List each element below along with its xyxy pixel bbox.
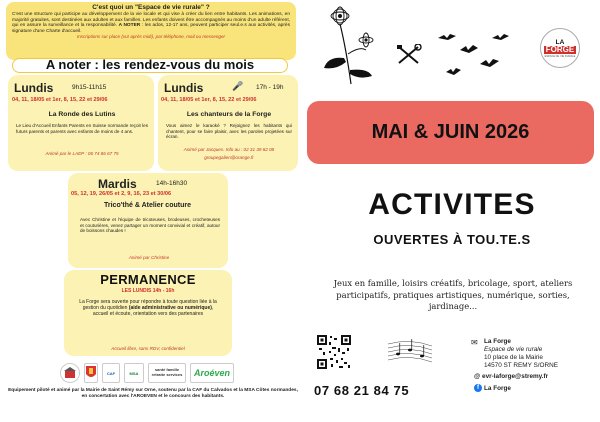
intro-title: C'est quoi un "Espace de vie rurale" ? (92, 4, 210, 11)
crest-logo (84, 363, 98, 383)
lundi-card-lutins (8, 75, 154, 171)
funding-footer: Equipement piloté et animé par la Mairie de Saint Rémy sur Orne, soutenu par la CAF du Calvados et la MSA Côtes normandes, en concertation avec l'AROEVEN et le concours des habitants. (8, 388, 298, 399)
contact-email[interactable]: evr-laforge@stremy.fr (482, 373, 549, 380)
mardi-card (68, 173, 228, 268)
mardi-dates: 05, 12, 19, 26/05 et 2, 9, 16, 23 et 30/06 (71, 191, 172, 197)
permanence-title: PERMANENCE (100, 272, 196, 287)
music-notes-icon (386, 334, 434, 368)
lundi-activity-footer: Animé par Jacques. Info au : 02 31 39 82 08 (183, 147, 275, 152)
lundi-card-chanteurs (158, 75, 298, 171)
contact-line1: Espace de vie rurale (484, 346, 543, 353)
facebook-icon: f (474, 384, 482, 392)
contact-line3: 14570 ST REMY S/ORNE (484, 362, 558, 369)
permanence-body: La Forge sera ouverte pour répondre à toute question liée à la gestion du quotidien (aide administrative ou numérique), accueil et écoute, orientation vers des partenaires (79, 299, 217, 318)
intro-box (6, 2, 296, 60)
aroeven-logo: Aroéven (190, 363, 234, 383)
tools-icon (396, 44, 422, 66)
lundi-day-label: Lundis (14, 81, 54, 95)
caf-logo: CAF (102, 363, 120, 383)
facebook-name[interactable]: La Forge (484, 384, 511, 392)
lundi-dates: 04, 11, 18/05 et 1er, 8, 15, 22 et 29/06 (161, 97, 257, 103)
permanence-footer: Accueil libre, sans RDV, confidentiel (111, 346, 185, 351)
permanence-card (64, 270, 232, 356)
at-icon: @ (474, 373, 481, 380)
lundi-day-label: Lundis (164, 81, 204, 95)
mardi-day-label: Mardis (98, 177, 137, 191)
main-subtitle: OUVERTES À TOU.TE.S (373, 232, 531, 247)
intro-note: : les ados, 12-17 ans, peuvent participer seul.e.s aux activités, après signature d'une Charte d'accueil. (12, 23, 290, 34)
facebook-row[interactable] (474, 384, 511, 392)
mardi-activity-body: Avec Christine et l'équipe de tricoteuses, brodeuses, crocheteuses et couturières, venez partager un moment convivial et créatif, autour de boissons chaudes ! (80, 217, 220, 234)
permanence-hours: LES LUNDIS 14h - 16h (121, 288, 175, 294)
intro-note-label: A NOTER (118, 23, 141, 29)
qr-code[interactable] (316, 334, 352, 370)
intro-registration: Inscriptions sur place (vu! après midi), par téléphone, mail ou messenger (76, 34, 226, 40)
rendezvous-banner: A noter : les rendez-vous du mois (12, 58, 288, 73)
lundi-activity-email: groupegalien@orange.fr (204, 155, 254, 160)
flower-illustration (318, 6, 388, 86)
period-banner: MAI & JUIN 2026 (307, 101, 594, 164)
lundi-hours: 17h - 19h (256, 84, 284, 91)
phone-number[interactable]: 07 68 21 84 75 (314, 383, 410, 398)
microphone-icon: 🎤 (232, 81, 244, 91)
msa-services-logo: santé famille retraite services (148, 363, 186, 383)
logo-line1: LA (555, 38, 565, 46)
logo-line2: FORGE (545, 44, 575, 54)
contact-line2: 10 place de la Mairie (484, 354, 543, 361)
lundi-activity-body: Le Lieu d'Accueil Enfants Parents en Suisse normande reçoit les futurs parents et parents avec enfants de moins de 4 ans. (16, 123, 148, 134)
lundi-hours: 9h15-11h15 (72, 84, 107, 91)
logo-small: ESPACE DE VIE RURALE (544, 54, 576, 58)
lundi-activity-title: La Ronde des Lutins (48, 111, 116, 118)
activities-description: Jeux en famille, loisirs créatifs, bricolage, sport, ateliers participatifs, pratiques artistiques, numérique, sorties, jardinage... (333, 278, 573, 311)
birds-icon (432, 28, 512, 82)
mail-icon: ✉ (471, 338, 478, 347)
partner-logos (60, 362, 250, 384)
mairie-logo (60, 363, 80, 383)
mardi-activity-title: Trico'thé & Atelier couture (104, 202, 191, 209)
contact-name: La Forge (484, 338, 511, 345)
la-forge-logo (540, 28, 580, 68)
mardi-activity-footer: Animé par Christine (128, 255, 170, 260)
msa-logo: MSA (124, 363, 144, 383)
contact-block (484, 338, 558, 370)
mardi-hours: 14h-16h30 (156, 180, 188, 187)
lundi-activity-title: Les chanteurs de la Forge (186, 111, 272, 118)
lundi-activity-footer: Animé par le LAEP : 06 74 86 67 75 (45, 151, 119, 156)
lundi-activity-body: Vous aimez le karaoké ? Rejoignez les habitants qui chantent, pour se faire plaisir, avec les paroles projetées sur écran. (166, 123, 292, 140)
lundi-dates: 04, 11, 18/05 et 1er, 8, 15, 22 et 29/06 (12, 97, 108, 103)
main-title: ACTIVITES (368, 188, 536, 221)
contact-email-row[interactable] (474, 373, 548, 380)
intro-body: C'est une structure qui participe au développement de la vie locale et qui vise à créer du lien entre habitants. Les animations, en majorité gratuites, sont destinées aux adultes et aux familles. Les enfants doivent être accompagnés au moins d'un adulte référent, qui en assure la surveillance et la responsabilité. A NOTER : les ados, 12-17 ans, peuvent participer seul.e.s aux activités, après signature d'une Charte d'accueil. (12, 12, 290, 34)
